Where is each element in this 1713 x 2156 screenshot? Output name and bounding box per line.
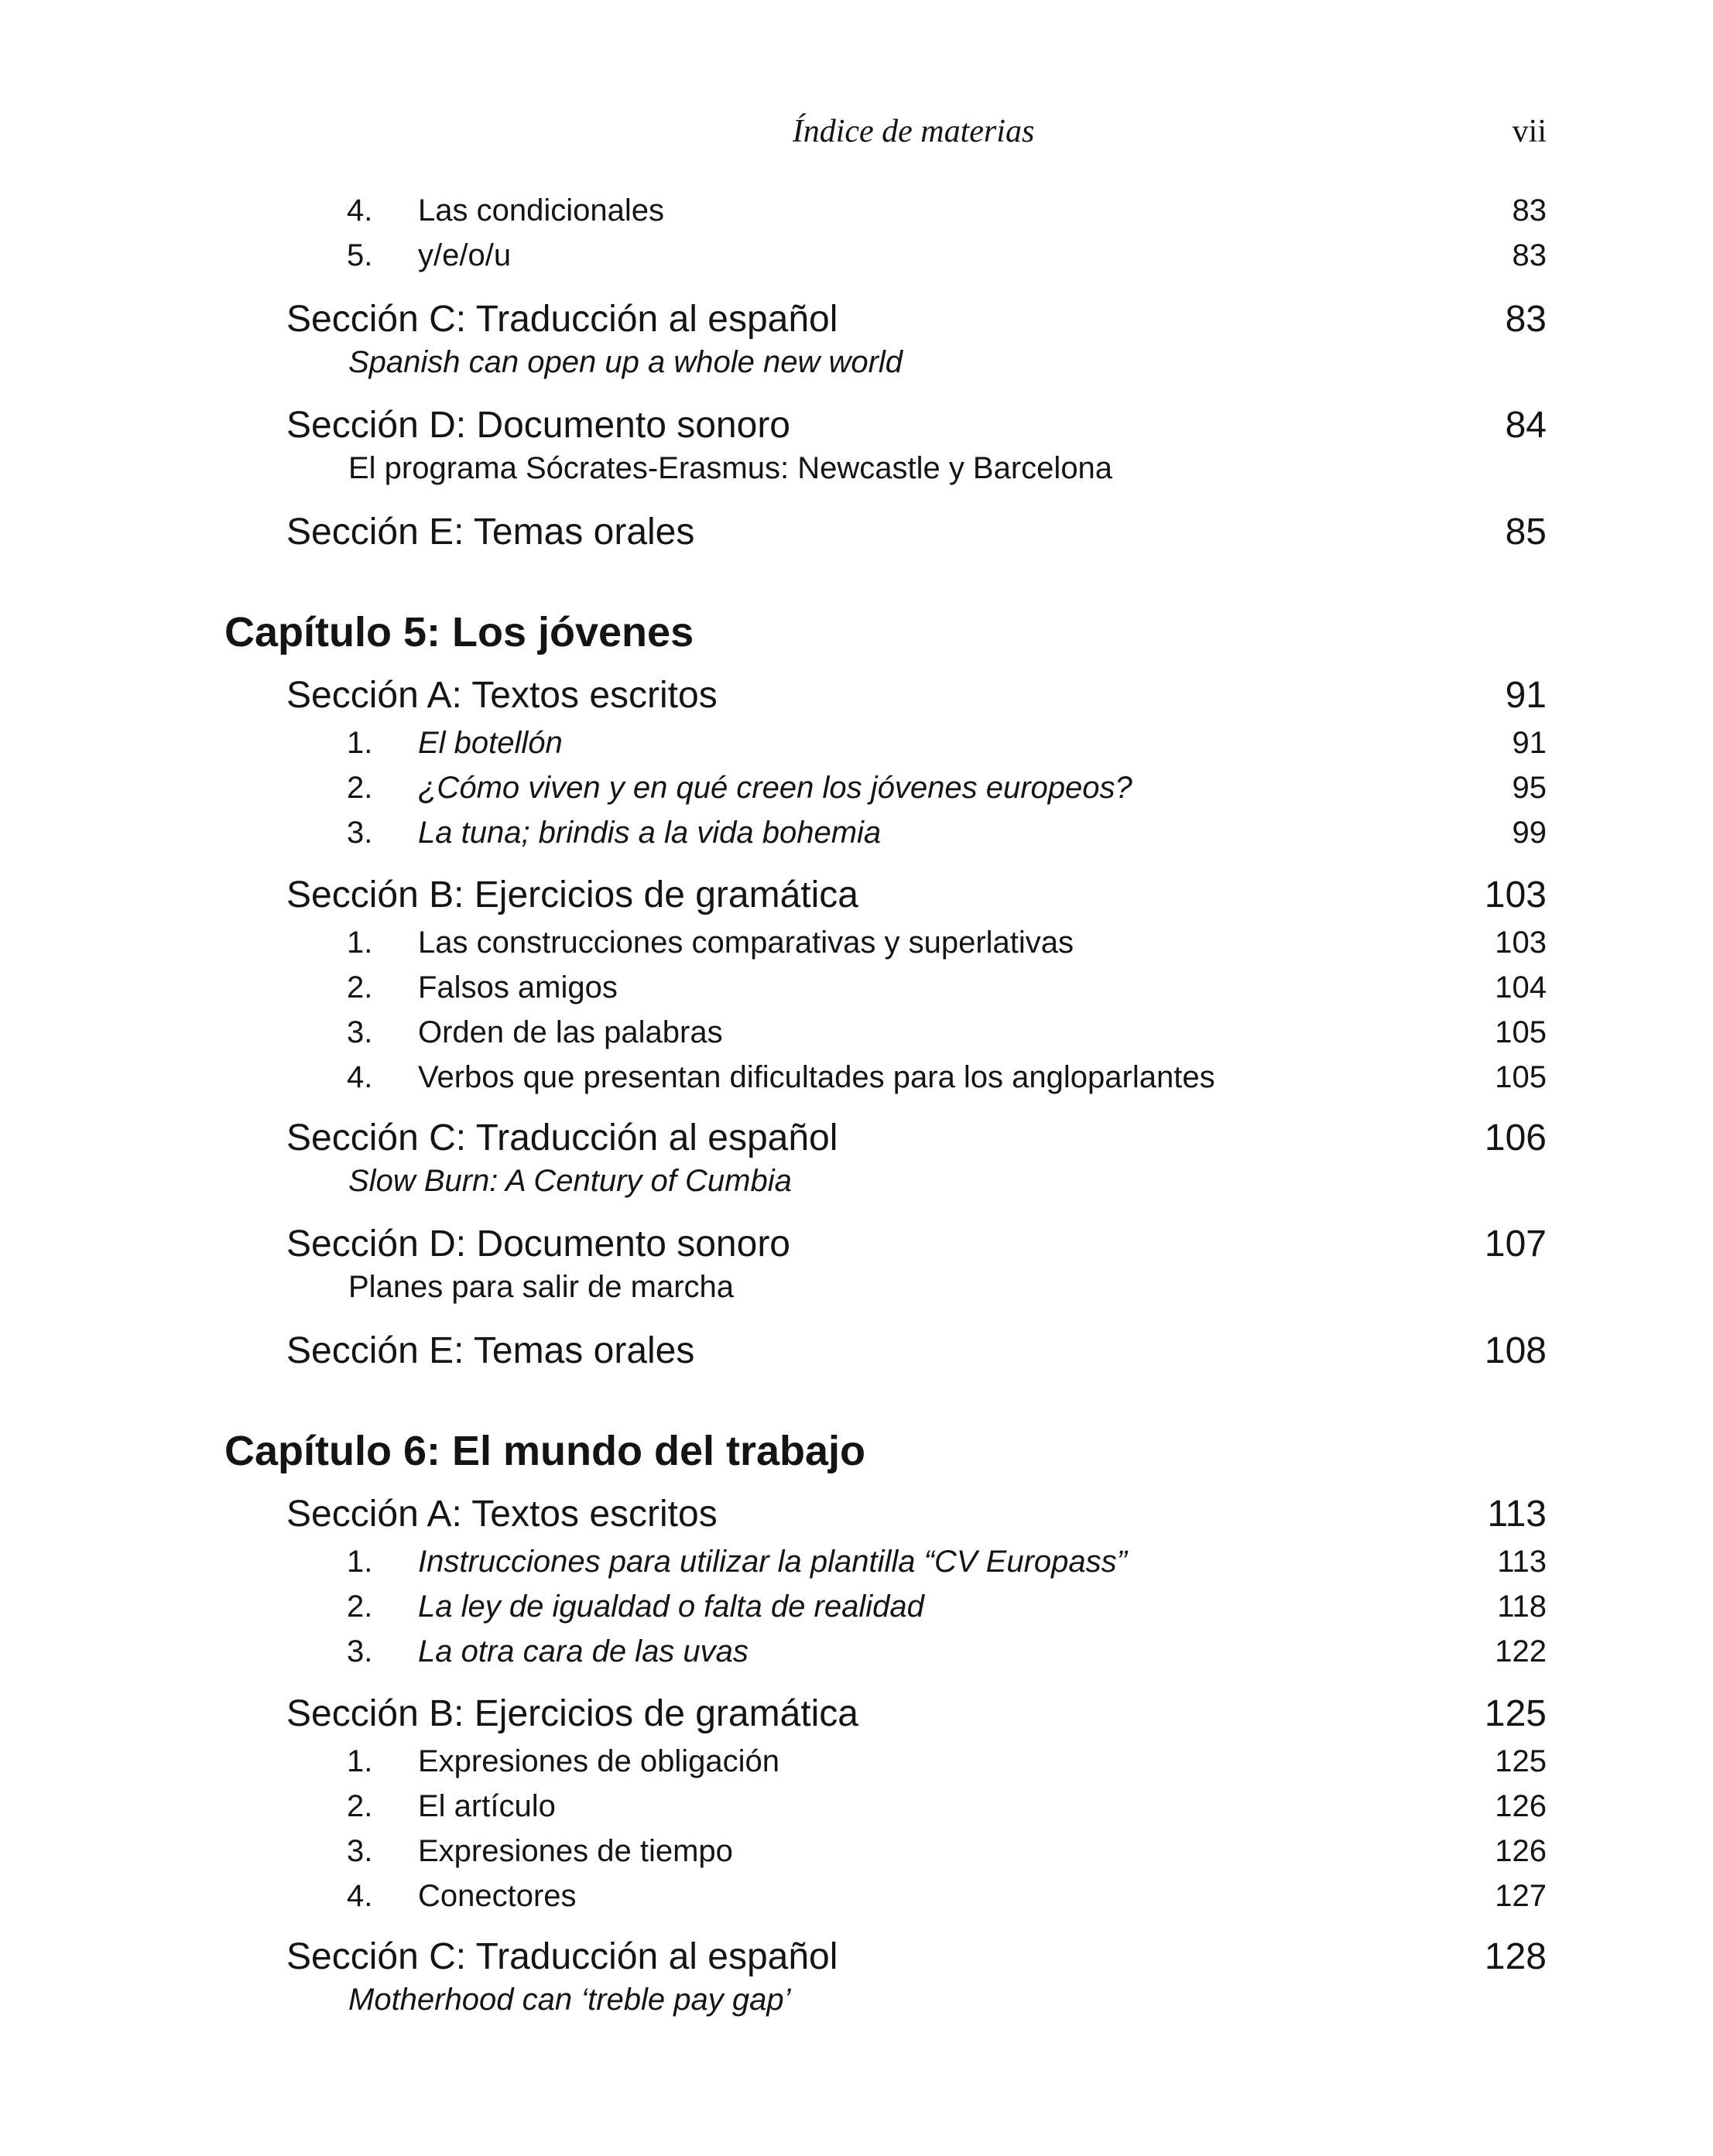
item-number: 3. <box>347 1834 373 1868</box>
toc-item[interactable] <box>0 1829 1713 1873</box>
item-page: 125 <box>1495 1744 1547 1778</box>
toc-item[interactable] <box>0 811 1713 854</box>
item-title: Verbos que presentan dificultades para los angloparlantes <box>418 1060 1215 1094</box>
section-subtitle: Motherhood can ‘treble pay gap’ <box>348 1983 791 2017</box>
toc-section-a[interactable] <box>0 1489 1713 1540</box>
toc-item[interactable] <box>0 1630 1713 1673</box>
toc-section-b[interactable] <box>0 1689 1713 1740</box>
toc-section-d[interactable] <box>0 1219 1713 1270</box>
item-title: y/e/o/u <box>418 238 512 272</box>
section-title: Sección E: Temas orales <box>286 512 695 553</box>
section-title: Sección B: Ejercicios de gramática <box>286 874 858 915</box>
toc-item[interactable] <box>0 1874 1713 1918</box>
item-page: 126 <box>1495 1789 1547 1823</box>
item-page: 83 <box>1512 193 1547 228</box>
item-number: 2. <box>347 1590 373 1624</box>
section-title: Sección A: Textos escritos <box>286 1494 718 1535</box>
toc-section-c[interactable] <box>0 1113 1713 1164</box>
toc-section-e[interactable] <box>0 507 1713 558</box>
item-page: 99 <box>1512 816 1547 850</box>
section-subtitle: Slow Burn: A Century of Cumbia <box>348 1164 792 1198</box>
item-page: 113 <box>1497 1545 1547 1579</box>
toc-item[interactable] <box>0 1540 1713 1583</box>
section-page: 107 <box>1484 1223 1547 1265</box>
section-page: 106 <box>1484 1117 1547 1158</box>
item-page: 83 <box>1512 238 1547 272</box>
toc-item[interactable] <box>0 234 1713 277</box>
toc-section-d[interactable] <box>0 400 1713 451</box>
item-number: 2. <box>347 771 373 805</box>
running-header-title: Índice de materias <box>792 114 1035 149</box>
item-page: 95 <box>1512 771 1547 805</box>
section-title: Sección A: Textos escritos <box>286 675 718 716</box>
item-number: 2. <box>347 970 373 1004</box>
section-page: 128 <box>1484 1936 1547 1977</box>
section-title: Sección C: Traducción al español <box>286 299 838 340</box>
item-number: 1. <box>347 726 373 760</box>
item-title: Orden de las palabras <box>418 1015 723 1049</box>
item-title: Expresiones de obligación <box>418 1744 779 1778</box>
item-number: 3. <box>347 816 373 850</box>
toc-item[interactable] <box>0 921 1713 964</box>
section-page: 108 <box>1484 1330 1547 1371</box>
section-title: Sección C: Traducción al español <box>286 1117 838 1158</box>
item-page: 104 <box>1495 970 1547 1004</box>
toc-item[interactable] <box>0 766 1713 809</box>
running-header-page-number: vii <box>1512 114 1547 149</box>
item-title: Las construcciones comparativas y superlativas <box>418 926 1074 960</box>
item-title: Expresiones de tiempo <box>418 1834 733 1868</box>
section-subtitle: El programa Sócrates-Erasmus: Newcastle y Barcelona <box>348 451 1113 485</box>
item-title: La otra cara de las uvas <box>418 1634 749 1668</box>
item-page: 103 <box>1495 926 1547 960</box>
section-title: Sección D: Documento sonoro <box>286 405 790 446</box>
item-title: Las condicionales <box>418 193 664 228</box>
toc-item[interactable] <box>0 966 1713 1009</box>
toc-section-c[interactable] <box>0 294 1713 345</box>
section-page: 125 <box>1484 1693 1547 1734</box>
item-title: ¿Cómo viven y en qué creen los jóvenes europeos? <box>418 771 1132 805</box>
item-page: 118 <box>1497 1590 1547 1624</box>
toc-item[interactable] <box>0 1740 1713 1783</box>
item-page: 122 <box>1495 1634 1547 1668</box>
item-number: 1. <box>347 1545 373 1579</box>
item-page: 126 <box>1495 1834 1547 1868</box>
toc-section-e[interactable] <box>0 1326 1713 1377</box>
item-number: 5. <box>347 238 373 272</box>
toc-item[interactable] <box>0 1585 1713 1628</box>
toc-item[interactable] <box>0 1011 1713 1054</box>
toc-item[interactable] <box>0 189 1713 232</box>
item-title: La ley de igualdad o falta de realidad <box>418 1590 924 1624</box>
item-page: 105 <box>1495 1060 1547 1094</box>
section-subtitle: Planes para salir de marcha <box>348 1270 735 1304</box>
item-number: 1. <box>347 926 373 960</box>
item-page: 105 <box>1495 1015 1547 1049</box>
section-page: 84 <box>1505 405 1547 446</box>
section-page: 113 <box>1487 1494 1547 1535</box>
item-number: 4. <box>347 1060 373 1094</box>
item-number: 3. <box>347 1634 373 1668</box>
item-page: 127 <box>1495 1879 1547 1913</box>
item-title: El botellón <box>418 726 563 760</box>
item-number: 4. <box>347 193 373 228</box>
section-title: Sección E: Temas orales <box>286 1330 695 1371</box>
section-page: 85 <box>1505 512 1547 553</box>
chapter-5-title[interactable]: Capítulo 5: Los jóvenes <box>224 609 694 655</box>
item-number: 1. <box>347 1744 373 1778</box>
item-title: Conectores <box>418 1879 577 1913</box>
item-number: 3. <box>347 1015 373 1049</box>
section-title: Sección D: Documento sonoro <box>286 1223 790 1265</box>
item-title: El artículo <box>418 1789 556 1823</box>
item-number: 2. <box>347 1789 373 1823</box>
toc-section-a[interactable] <box>0 670 1713 721</box>
toc-item[interactable] <box>0 1056 1713 1099</box>
toc-item[interactable] <box>0 1785 1713 1828</box>
item-title: La tuna; brindis a la vida bohemia <box>418 816 882 850</box>
item-title: Falsos amigos <box>418 970 618 1004</box>
section-page: 83 <box>1505 299 1547 340</box>
section-subtitle: Spanish can open up a whole new world <box>348 345 903 379</box>
section-title: Sección C: Traducción al español <box>286 1936 838 1977</box>
chapter-6-title[interactable]: Capítulo 6: El mundo del trabajo <box>224 1428 866 1474</box>
section-page: 91 <box>1505 675 1547 716</box>
toc-section-b[interactable] <box>0 870 1713 921</box>
item-page: 91 <box>1512 726 1547 760</box>
toc-item[interactable] <box>0 721 1713 765</box>
item-title: Instrucciones para utilizar la plantilla “CV Europass” <box>418 1545 1127 1579</box>
section-title: Sección B: Ejercicios de gramática <box>286 1693 858 1734</box>
item-number: 4. <box>347 1879 373 1913</box>
toc-section-c[interactable] <box>0 1932 1713 1983</box>
section-page: 103 <box>1484 874 1547 915</box>
